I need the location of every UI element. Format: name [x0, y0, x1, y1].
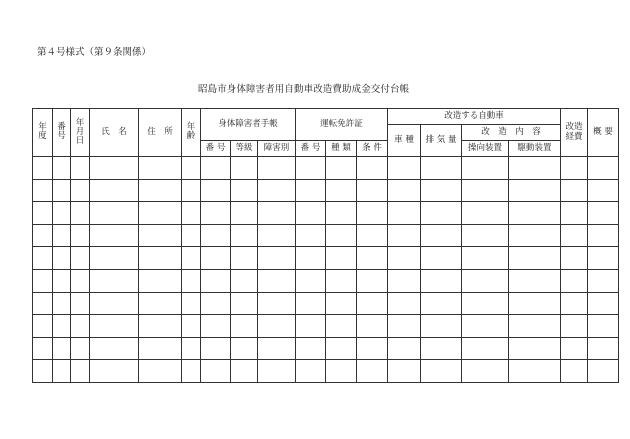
- table-cell: [388, 157, 421, 180]
- table-cell: [462, 360, 509, 383]
- table-cell: [296, 224, 326, 247]
- header-summary: 概 要: [588, 109, 619, 157]
- table-cell: [201, 360, 231, 383]
- table-cell: [71, 292, 90, 315]
- table-cell: [326, 224, 357, 247]
- table-cell: [509, 179, 561, 202]
- table-cell: [509, 247, 561, 270]
- table-cell: [421, 315, 462, 338]
- header-name: 氏 名: [90, 109, 139, 157]
- table-cell: [258, 157, 296, 180]
- table-cell: [388, 269, 421, 292]
- table-cell: [296, 157, 326, 180]
- table-cell: [231, 292, 258, 315]
- header-handbook-number: 番 号: [201, 141, 231, 157]
- table-cell: [201, 179, 231, 202]
- table-cell: [509, 337, 561, 360]
- table-row: [33, 337, 619, 360]
- table-cell: [421, 157, 462, 180]
- table-cell: [561, 292, 588, 315]
- table-cell: [53, 179, 71, 202]
- table-row: [33, 224, 619, 247]
- table-cell: [588, 247, 619, 270]
- table-cell: [139, 292, 182, 315]
- table-cell: [509, 224, 561, 247]
- table-cell: [33, 224, 53, 247]
- table-cell: [462, 247, 509, 270]
- table-cell: [509, 292, 561, 315]
- table-cell: [296, 179, 326, 202]
- table-cell: [53, 360, 71, 383]
- table-cell: [90, 247, 139, 270]
- table-cell: [33, 157, 53, 180]
- table-cell: [53, 292, 71, 315]
- table-row: [33, 269, 619, 292]
- table-cell: [201, 337, 231, 360]
- table-cell: [90, 315, 139, 338]
- table-cell: [296, 202, 326, 225]
- table-cell: [90, 337, 139, 360]
- table-cell: [182, 224, 201, 247]
- document-title: 昭島市身体障害者用自動車改造費助成金交付台帳: [198, 84, 410, 95]
- header-address: 住 所: [139, 109, 182, 157]
- table-cell: [462, 157, 509, 180]
- table-cell: [182, 292, 201, 315]
- table-cell: [33, 202, 53, 225]
- header-license: 運転免許証: [296, 109, 388, 141]
- table-cell: [462, 315, 509, 338]
- table-cell: [561, 224, 588, 247]
- table-cell: [357, 157, 388, 180]
- table-cell: [90, 157, 139, 180]
- table-cell: [388, 179, 421, 202]
- table-cell: [258, 315, 296, 338]
- table-cell: [561, 179, 588, 202]
- table-cell: [139, 247, 182, 270]
- table-cell: [139, 337, 182, 360]
- header-license-condition: 条 件: [357, 141, 388, 157]
- table-cell: [462, 269, 509, 292]
- table-cell: [231, 224, 258, 247]
- table-cell: [296, 269, 326, 292]
- header-modification: 改 造 内 容: [462, 125, 561, 141]
- table-cell: [139, 269, 182, 292]
- table-cell: [357, 292, 388, 315]
- header-license-kind: 種 類: [326, 141, 357, 157]
- table-cell: [326, 360, 357, 383]
- table-cell: [509, 360, 561, 383]
- table-cell: [421, 202, 462, 225]
- table-cell: [296, 337, 326, 360]
- table-cell: [588, 315, 619, 338]
- table-cell: [326, 179, 357, 202]
- header-handbook-type: 障害別: [258, 141, 296, 157]
- table-cell: [182, 269, 201, 292]
- table-cell: [421, 269, 462, 292]
- table-cell: [509, 202, 561, 225]
- table-cell: [509, 157, 561, 180]
- table-cell: [231, 360, 258, 383]
- table-cell: [326, 202, 357, 225]
- table-cell: [53, 337, 71, 360]
- table-cell: [139, 202, 182, 225]
- table-cell: [201, 202, 231, 225]
- header-license-number: 番 号: [296, 141, 326, 157]
- table-cell: [326, 315, 357, 338]
- table-cell: [588, 179, 619, 202]
- table-cell: [357, 315, 388, 338]
- table-cell: [388, 337, 421, 360]
- table-row: [33, 360, 619, 383]
- table-cell: [561, 315, 588, 338]
- table-cell: [201, 292, 231, 315]
- table-cell: [201, 247, 231, 270]
- header-car-displacement: 排 気 量: [421, 125, 462, 157]
- table-cell: [53, 315, 71, 338]
- table-cell: [71, 202, 90, 225]
- table-cell: [258, 179, 296, 202]
- table-cell: [326, 269, 357, 292]
- table-cell: [509, 269, 561, 292]
- table-cell: [182, 360, 201, 383]
- table-cell: [139, 157, 182, 180]
- table-cell: [33, 292, 53, 315]
- table-row: [33, 247, 619, 270]
- table-cell: [71, 315, 90, 338]
- table-cell: [357, 247, 388, 270]
- ledger-body: [33, 157, 619, 383]
- table-cell: [258, 292, 296, 315]
- table-cell: [388, 315, 421, 338]
- table-cell: [421, 224, 462, 247]
- table-cell: [201, 315, 231, 338]
- table-cell: [388, 202, 421, 225]
- table-cell: [388, 224, 421, 247]
- table-cell: [53, 224, 71, 247]
- table-cell: [53, 157, 71, 180]
- table-cell: [33, 269, 53, 292]
- table-cell: [182, 337, 201, 360]
- table-cell: [357, 337, 388, 360]
- table-cell: [231, 179, 258, 202]
- table-row: [33, 292, 619, 315]
- table-cell: [231, 269, 258, 292]
- table-cell: [421, 337, 462, 360]
- table-cell: [231, 202, 258, 225]
- table-cell: [71, 247, 90, 270]
- table-cell: [357, 360, 388, 383]
- table-cell: [139, 224, 182, 247]
- table-cell: [462, 292, 509, 315]
- ledger-table: [32, 108, 619, 383]
- table-cell: [71, 157, 90, 180]
- table-cell: [258, 202, 296, 225]
- table-cell: [296, 292, 326, 315]
- table-cell: [231, 247, 258, 270]
- table-cell: [71, 360, 90, 383]
- table-cell: [326, 247, 357, 270]
- table-cell: [90, 292, 139, 315]
- table-cell: [231, 337, 258, 360]
- table-cell: [421, 360, 462, 383]
- table-cell: [296, 315, 326, 338]
- table-cell: [296, 360, 326, 383]
- table-cell: [326, 292, 357, 315]
- table-cell: [71, 179, 90, 202]
- table-cell: [357, 224, 388, 247]
- table-cell: [53, 202, 71, 225]
- table-cell: [182, 179, 201, 202]
- table-cell: [588, 292, 619, 315]
- table-cell: [357, 269, 388, 292]
- table-cell: [462, 202, 509, 225]
- table-cell: [71, 337, 90, 360]
- table-cell: [90, 360, 139, 383]
- table-cell: [509, 315, 561, 338]
- table-cell: [588, 202, 619, 225]
- header-year: 年度: [33, 109, 53, 157]
- table-cell: [90, 269, 139, 292]
- table-cell: [561, 269, 588, 292]
- table-cell: [182, 315, 201, 338]
- table-cell: [201, 224, 231, 247]
- table-cell: [71, 269, 90, 292]
- table-cell: [201, 269, 231, 292]
- table-row: [33, 179, 619, 202]
- header-age: 年齢: [182, 109, 201, 157]
- table-cell: [357, 202, 388, 225]
- table-cell: [33, 360, 53, 383]
- table-cell: [421, 179, 462, 202]
- table-cell: [561, 247, 588, 270]
- table-cell: [462, 337, 509, 360]
- header-number: 番号: [53, 109, 71, 157]
- table-cell: [588, 224, 619, 247]
- header-car: 改造する自動車: [388, 109, 561, 125]
- table-cell: [588, 157, 619, 180]
- table-cell: [33, 337, 53, 360]
- table-cell: [296, 247, 326, 270]
- header-handbook: 身体障害者手帳: [201, 109, 296, 141]
- table-cell: [421, 292, 462, 315]
- table-cell: [388, 247, 421, 270]
- table-cell: [588, 269, 619, 292]
- table-cell: [33, 179, 53, 202]
- table-cell: [182, 157, 201, 180]
- table-row: [33, 202, 619, 225]
- table-cell: [90, 224, 139, 247]
- table-cell: [357, 179, 388, 202]
- table-cell: [462, 224, 509, 247]
- table-cell: [561, 337, 588, 360]
- header-car-model: 車 種: [388, 125, 421, 157]
- table-cell: [388, 292, 421, 315]
- header-steering: 操向装置: [462, 141, 509, 157]
- header-date: 年月日: [71, 109, 90, 157]
- table-cell: [561, 202, 588, 225]
- table-cell: [421, 247, 462, 270]
- table-cell: [71, 224, 90, 247]
- table-cell: [182, 247, 201, 270]
- table-cell: [326, 337, 357, 360]
- table-cell: [258, 360, 296, 383]
- table-cell: [258, 337, 296, 360]
- table-cell: [139, 179, 182, 202]
- table-cell: [139, 360, 182, 383]
- table-cell: [588, 337, 619, 360]
- table-cell: [588, 360, 619, 383]
- table-cell: [90, 179, 139, 202]
- table-cell: [231, 315, 258, 338]
- table-cell: [53, 269, 71, 292]
- table-cell: [182, 202, 201, 225]
- table-cell: [258, 247, 296, 270]
- table-cell: [561, 360, 588, 383]
- header-drive: 駆動装置: [509, 141, 561, 157]
- table-cell: [33, 315, 53, 338]
- table-cell: [258, 269, 296, 292]
- table-cell: [33, 247, 53, 270]
- form-number-label: 第４号様式（第９条関係）: [37, 47, 152, 58]
- header-handbook-grade: 等級: [231, 141, 258, 157]
- table-row: [33, 157, 619, 180]
- table-cell: [326, 157, 357, 180]
- table-cell: [561, 157, 588, 180]
- table-cell: [388, 360, 421, 383]
- table-cell: [201, 157, 231, 180]
- table-row: [33, 315, 619, 338]
- table-cell: [90, 202, 139, 225]
- table-cell: [231, 157, 258, 180]
- table-cell: [139, 315, 182, 338]
- table-cell: [462, 179, 509, 202]
- header-cost: 改造経費: [561, 109, 588, 157]
- table-cell: [53, 247, 71, 270]
- table-cell: [258, 224, 296, 247]
